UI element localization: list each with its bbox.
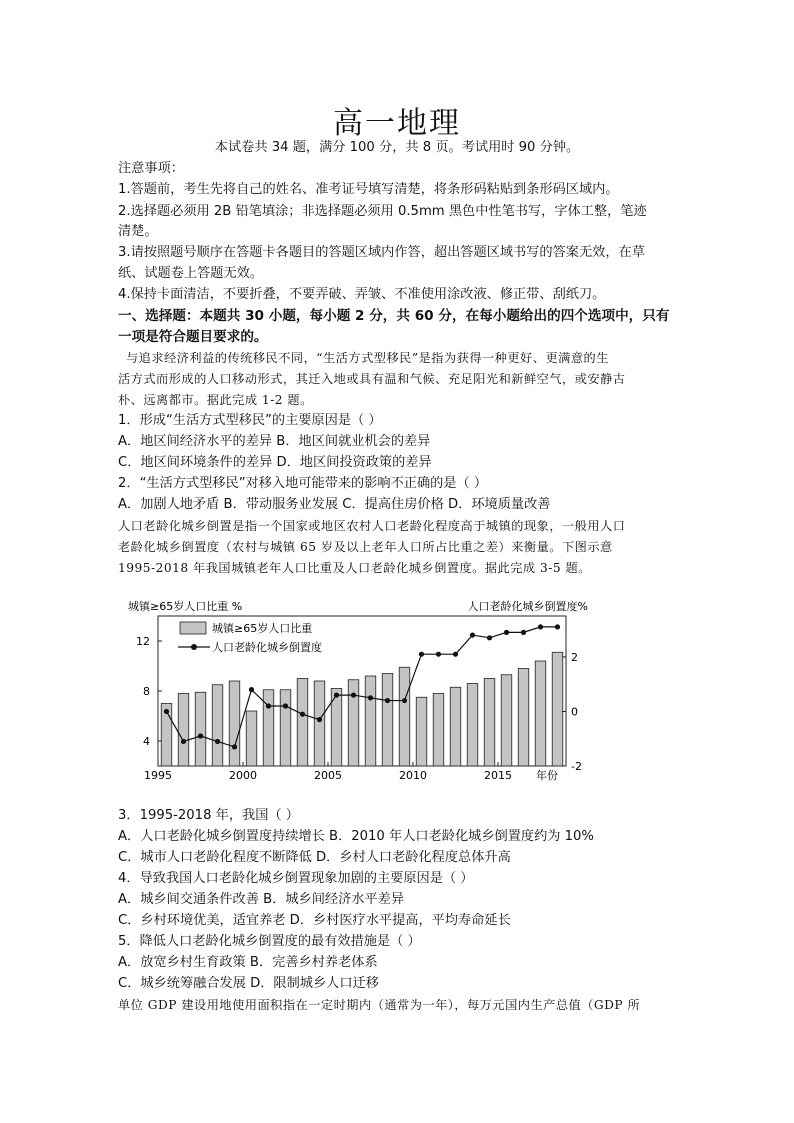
- x-tick-label: 2010: [399, 769, 427, 782]
- data-point: [504, 630, 509, 635]
- section-heading-cont: 一项是符合题目要求的。: [118, 329, 268, 345]
- question-stem: 3．1995-2018 年，我国（ ）: [118, 808, 299, 823]
- passage-line: 朴、远离都市。据此完成 1-2 题。: [118, 393, 313, 407]
- question-options: A．放宽乡村生育政策 B．完善乡村养老体系: [118, 955, 378, 970]
- data-point: [521, 630, 526, 635]
- bar: [365, 676, 376, 766]
- question-options: A．加剧人地矛盾 B．带动服务业发展 C．提高住房价格 D．环境质量改善: [118, 497, 551, 512]
- question-options: A．人口老龄化城乡倒置度持续增长 B．2010 年人口老龄化城乡倒置度约为 10%: [118, 829, 594, 844]
- bar: [382, 674, 393, 767]
- notice-line: 1.答题前，考生先将自己的姓名、准考证号填写清楚，将条形码粘贴到条形码区域内。: [118, 182, 619, 197]
- data-point: [453, 652, 458, 657]
- exam-title: 高一地理: [333, 106, 461, 141]
- legend: [178, 621, 322, 654]
- question-options: C．乡村环境优美，适宜养老 D．乡村医疗水平提高，平均寿命延长: [118, 913, 511, 928]
- bar: [552, 652, 563, 766]
- passage-line: 老龄化城乡倒置度（农村与城镇 65 岁及以上老年人口所占比重之差）来衡量。下图示意: [118, 540, 613, 554]
- data-point: [334, 692, 339, 697]
- notice-line: 3.请按照题号顺序在答题卡各题目的答题区域内作答，超出答题区域书写的答案无效，在草: [118, 245, 645, 260]
- legend-line-marker: [191, 644, 197, 650]
- notice-line: 清楚。: [118, 224, 158, 239]
- right-tick-label: 0: [571, 705, 578, 719]
- bar: [314, 681, 325, 766]
- bar: [535, 661, 546, 766]
- passage-line: 活方式而形成的人口移动形式，其迁入地或具有温和气候、充足阳光和新鲜空气，或安静古: [118, 372, 626, 386]
- bar: [433, 694, 444, 767]
- question-options: A．地区间经济水平的差异 B．地区间就业机会的差异: [118, 434, 431, 449]
- notice-line: 4.保持卡面清洁，不要折叠，不要弄破、弄皱、不准使用涂改液、修正带、刮纸刀。: [118, 287, 606, 302]
- x-tick-label: 1995: [144, 769, 172, 782]
- question-stem: 4．导致我国人口老龄化城乡倒置现象加剧的主要原因是（ ）: [118, 871, 474, 886]
- bar: [297, 679, 308, 767]
- data-point: [436, 652, 441, 657]
- question-options: C．城市人口老龄化程度不断降低 D．乡村人口老龄化程度总体升高: [118, 850, 511, 865]
- question-stem: 5．降低人口老龄化城乡倒置度的最有效措施是（ ）: [118, 934, 421, 949]
- question-options: C．城乡统筹融合发展 D．限制城乡人口迁移: [118, 976, 379, 991]
- data-point: [368, 695, 373, 700]
- bar: [399, 667, 410, 766]
- aging-chart: [120, 596, 590, 786]
- passage-line: 与追求经济利益的传统移民不同，“生活方式型移民”是指为获得一种更好、更满意的生: [126, 351, 609, 365]
- data-point: [283, 703, 288, 708]
- bar: [178, 694, 189, 767]
- bar: [246, 711, 257, 766]
- data-point: [402, 698, 407, 703]
- left-axis-label: 城镇≥65岁人口比重 %: [128, 600, 243, 613]
- legend-line-label: 人口老龄化城乡倒置度: [212, 641, 322, 654]
- bar: [280, 690, 291, 766]
- x-tick-label: 2015: [484, 769, 512, 782]
- passage-line: 单位 GDP 建设用地使用面积指在一定时期内（通常为一年），每万元国内生产总值（GDP 所: [118, 998, 641, 1012]
- notice-line: 纸、试题卷上答题无效。: [118, 266, 264, 281]
- data-point: [198, 733, 203, 738]
- data-point: [419, 652, 424, 657]
- passage-line: 1995-2018 年我国城镇老年人口比重及人口老龄化城乡倒置度。据此完成 3-5 题。: [118, 561, 591, 575]
- exam-subtitle: 本试卷共 34 题，满分 100 分，共 8 页。考试用时 90 分钟。: [214, 140, 580, 155]
- bar: [518, 669, 529, 767]
- notice-heading: 注意事项：: [118, 161, 184, 176]
- data-point: [215, 739, 220, 744]
- data-point: [487, 635, 492, 640]
- section-heading: 一、选择题：本题共 30 小题，每小题 2 分，共 60 分，在每小题给出的四个选项中，只有: [118, 308, 670, 324]
- data-point: [385, 698, 390, 703]
- bar: [450, 687, 461, 766]
- x-tick-label: 2000: [229, 769, 257, 782]
- bar: [484, 679, 495, 767]
- bar: [416, 697, 427, 766]
- bar: [195, 692, 206, 766]
- right-tick-label: 2: [571, 650, 578, 664]
- data-point: [164, 709, 169, 714]
- question-stem: 1．形成“生活方式型移民”的主要原因是（ ）: [118, 413, 382, 428]
- right-axis-label: 人口老龄化城乡倒置度%: [467, 600, 588, 613]
- right-tick-label: -2: [571, 760, 582, 773]
- passage-line: 人口老龄化城乡倒置是指一个国家或地区农村人口老龄化程度高于城镇的现象，一般用人口: [118, 519, 626, 533]
- bar: [229, 681, 240, 766]
- data-point: [317, 717, 322, 722]
- question-options: C．地区间环境条件的差异 D．地区间投资政策的差异: [118, 455, 432, 470]
- legend-bar-label: 城镇≥65岁人口比重: [212, 622, 313, 635]
- data-point: [232, 744, 237, 749]
- bar: [467, 684, 478, 767]
- data-point: [351, 692, 356, 697]
- x-tick-label: 2005: [314, 769, 342, 782]
- data-point: [470, 632, 475, 637]
- legend-bar-swatch: [180, 622, 206, 634]
- bar: [263, 690, 274, 766]
- left-tick-label: 12: [136, 635, 150, 648]
- left-tick-label: 8: [143, 685, 150, 698]
- notice-line: 2.选择题必须用 2B 铅笔填涂；非选择题必须用 0.5mm 黑色中性笔书写，字体工整，笔迹: [118, 204, 647, 219]
- data-point: [266, 703, 271, 708]
- data-point: [538, 624, 543, 629]
- data-point: [181, 739, 186, 744]
- data-point: [555, 624, 560, 629]
- left-tick-label: 4: [143, 735, 150, 748]
- bar: [501, 675, 512, 766]
- data-point: [300, 712, 305, 717]
- bar: [212, 685, 223, 766]
- data-point: [249, 687, 254, 692]
- question-stem: 2．“生活方式型移民”对移入地可能带来的影响不正确的是（ ）: [118, 476, 488, 491]
- question-options: A．城乡间交通条件改善 B．城乡间经济水平差异: [118, 892, 405, 907]
- x-axis-label: 年份: [536, 769, 558, 782]
